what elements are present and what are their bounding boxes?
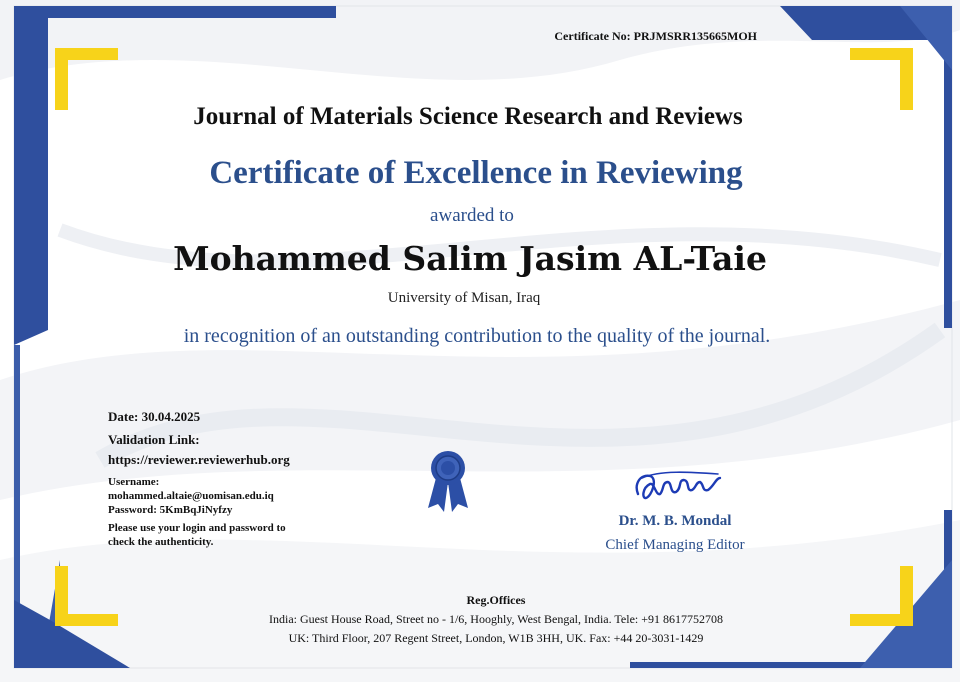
username-label: Username: — [108, 476, 160, 488]
awarded-to-text: awarded to — [430, 205, 514, 226]
authenticity-note-line1: Please use your login and password to — [108, 522, 286, 534]
recipient-affiliation: University of Misan, Iraq — [387, 290, 541, 306]
validation-link[interactable]: https://reviewer.reviewerhub.org — [108, 452, 290, 467]
signature-image — [630, 466, 725, 506]
signatory-name: Dr. M. B. Mondal — [618, 513, 732, 529]
validation-link-label: Validation Link: — [108, 432, 200, 447]
uk-office-address: UK: Third Floor, 207 Regent Street, London, W1B 3HH, UK. Fax: +44 20-3031-1429 — [288, 631, 704, 645]
signatory-role: Chief Managing Editor — [605, 537, 745, 553]
certificate-number: Certificate No: PRJMSRR135665MOH — [554, 29, 757, 43]
recipient-name: Mohammed Salim Jasim AL-Taie — [173, 239, 767, 278]
password-value: Password: 5KmBqJiNyfzy — [108, 504, 233, 516]
reg-offices-title: Reg.Offices — [466, 593, 526, 607]
india-office-address: India: Guest House Road, Street no - 1/6, Hooghly, West Bengal, India. Tele: +91 8617752708 — [268, 612, 723, 626]
authenticity-note-line2: check the authenticity. — [108, 536, 214, 548]
username-value: mohammed.altaie@uomisan.edu.iq — [108, 490, 274, 502]
certificate-title: Certificate of Excellence in Reviewing — [209, 155, 743, 191]
journal-title: Journal of Materials Science Research and Reviews — [193, 103, 743, 130]
recognition-text: in recognition of an outstanding contribution to the quality of the journal. — [183, 325, 771, 347]
issue-date: Date: 30.04.2025 — [108, 409, 201, 424]
award-ribbon-icon — [426, 450, 470, 514]
validation-details — [108, 407, 368, 549]
